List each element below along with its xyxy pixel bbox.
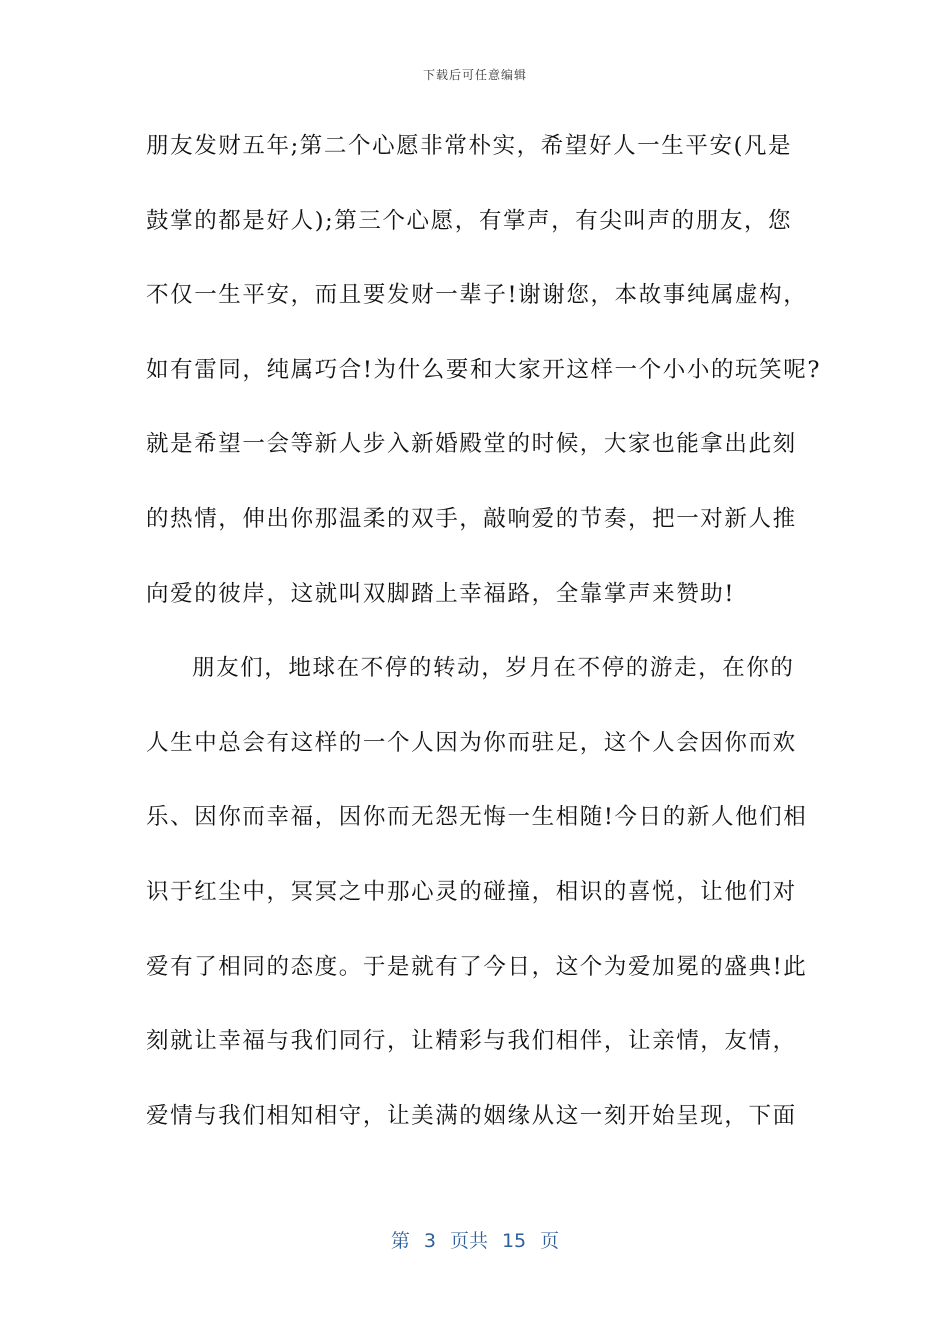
footer-prefix: 第	[390, 1230, 410, 1252]
text-line: 识于红尘中，冥冥之中那心灵的碰撞，相识的喜悦，让他们对	[146, 878, 797, 905]
text-line: 不仅一生平安，而且要发财一辈子!谢谢您，本故事纯属虚构，	[146, 282, 808, 309]
text-line: 朋友发财五年;第二个心愿非常朴实，希望好人一生平安(凡是	[146, 133, 793, 159]
document-body	[146, 122, 822, 1166]
text-line: 乐、因你而幸福，因你而无怨无悔一生相随!今日的新人他们相	[146, 804, 808, 831]
footer-middle: 页共	[449, 1230, 488, 1252]
total-pages-number: 15	[501, 1230, 527, 1252]
text-line: 的热情，伸出你那温柔的双手，敲响爱的节奏，把一对新人推	[146, 505, 797, 532]
text-line: 鼓掌的都是好人);第三个心愿，有掌声，有尖叫声的朋友，您	[146, 207, 793, 234]
current-page-number: 3	[423, 1230, 436, 1252]
text-line: 朋友们，地球在不停的转动，岁月在不停的游走，在你的	[192, 655, 795, 682]
page-footer	[0, 1226, 950, 1253]
text-line: 爱情与我们相知相守，让美满的姻缘从这一刻开始呈现，下面	[146, 1102, 797, 1129]
page-header: 下载后可任意编辑	[422, 68, 527, 82]
text-line: 刻就让幸福与我们同行，让精彩与我们相伴，让亲情，友情，	[146, 1028, 797, 1055]
text-line: 如有雷同，纯属巧合!为什么要和大家开这样一个小小的玩笑呢?	[146, 356, 822, 383]
text-line: 就是希望一会等新人步入新婚殿堂的时候，大家也能拿出此刻	[146, 431, 797, 458]
text-line: 人生中总会有这样的一个人因为你而驻足，这个人会因你而欢	[146, 729, 797, 756]
text-line: 向爱的彼岸，这就叫双脚踏上幸福路，全靠掌声来赞助!	[146, 580, 736, 607]
text-line: 爱有了相同的态度。于是就有了今日，这个为爱加冕的盛典!此	[146, 953, 808, 980]
footer-suffix: 页	[540, 1230, 560, 1252]
